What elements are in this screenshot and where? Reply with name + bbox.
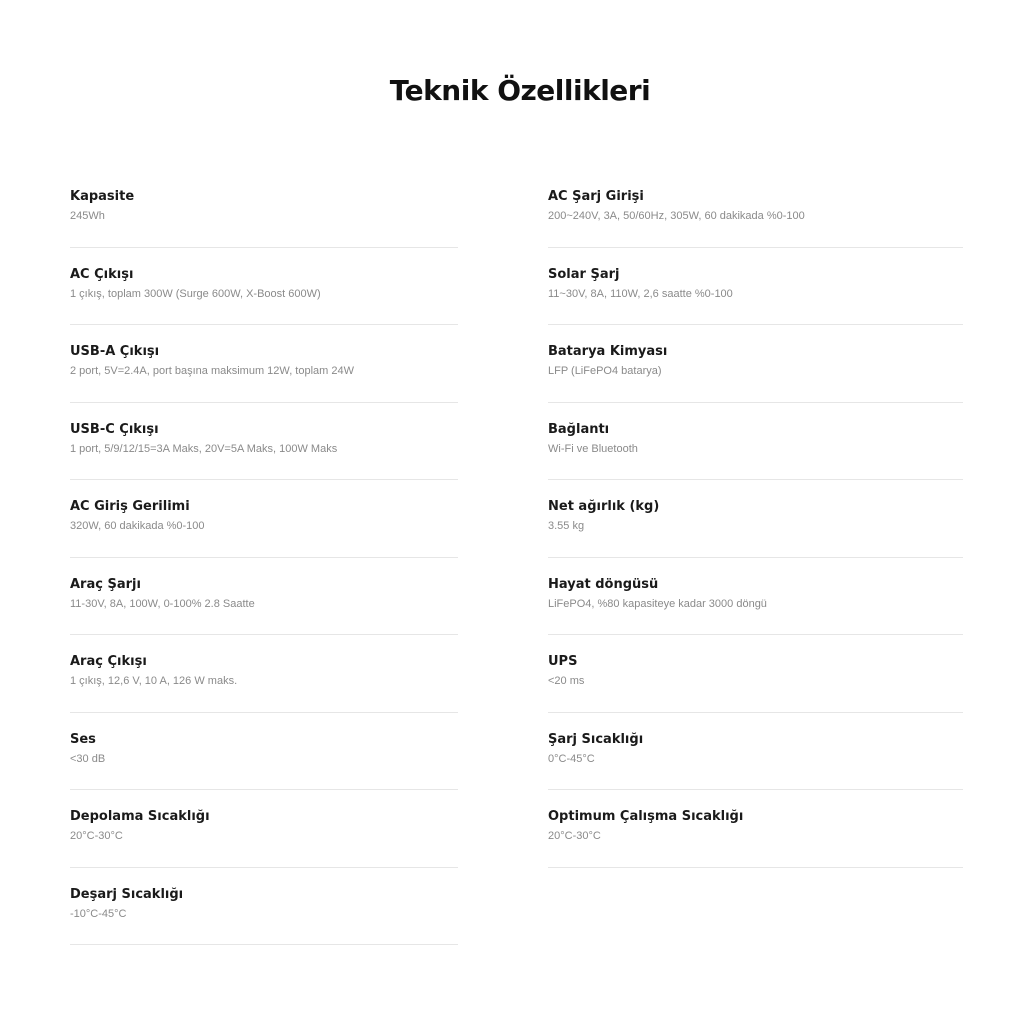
spec-value: 200~240V, 3A, 50/60Hz, 305W, 60 dakikada %0-100 [548, 210, 805, 222]
specs-column-left [70, 170, 458, 945]
spec-label: Şarj Sıcaklığı [548, 731, 644, 747]
spec-value: 11-30V, 8A, 100W, 0-100% 2.8 Saatte [70, 597, 255, 610]
spec-value: 2 port, 5V=2.4A, port başına maksimum 12W, toplam 24W [70, 365, 354, 377]
spec-item-arac-cikisi [70, 635, 458, 713]
spec-value: 1 port, 5/9/12/15=3A Maks, 20V=5A Maks, 100W Maks [70, 442, 338, 455]
spec-label: USB-A Çıkışı [70, 344, 160, 359]
spec-label: Solar Şarj [548, 266, 620, 282]
spec-item-solar-sarj [548, 248, 963, 326]
spec-label: Kapasite [70, 189, 135, 204]
spec-label: Hayat döngüsü [548, 576, 659, 592]
spec-item-ac-sarj-girisi [548, 170, 963, 248]
spec-item-ses [70, 713, 458, 791]
spec-label: Net ağırlık (kg) [548, 499, 660, 514]
spec-value: <20 ms [548, 675, 585, 687]
spec-item-usb-a-cikisi [70, 325, 458, 403]
spec-label: USB-C Çıkışı [70, 421, 159, 437]
spec-label: Optimum Çalışma Sıcaklığı [548, 809, 744, 824]
spec-item-ac-giris-gerilimi [70, 480, 458, 558]
spec-item-net-agirlik [548, 480, 963, 558]
spec-item-arac-sarji [70, 558, 458, 636]
spec-value: 245Wh [70, 210, 105, 222]
page-title: Teknik Özellikleri [389, 74, 651, 107]
spec-label: Depolama Sıcaklığı [70, 809, 210, 824]
spec-value: 3.55 kg [548, 520, 585, 532]
spec-label: Ses [70, 731, 96, 747]
spec-value: LiFePO4, %80 kapasiteye kadar 3000 döngü [548, 597, 767, 610]
spec-label: Bağlantı [548, 421, 610, 437]
spec-value: 320W, 60 dakikada %0-100 [70, 520, 205, 532]
spec-value: 20°C-30°C [548, 830, 601, 842]
spec-item-depolama-sicakligi [70, 790, 458, 868]
spec-label: Batarya Kimyası [548, 344, 668, 359]
spec-label: Araç Şarjı [70, 576, 141, 592]
spec-item-ups [548, 635, 963, 713]
spec-value: Wi-Fi ve Bluetooth [548, 442, 638, 455]
spec-label: Deşarj Sıcaklığı [70, 886, 184, 902]
spec-item-sarj-sicakligi [548, 713, 963, 791]
spec-value: 20°C-30°C [70, 830, 123, 842]
spec-item-desarj-sicakligi [70, 868, 458, 946]
spec-item-baglanti [548, 403, 963, 481]
specs-column-right [548, 170, 963, 868]
spec-item-batarya-kimyasi [548, 325, 963, 403]
spec-value: <30 dB [70, 752, 106, 765]
spec-item-kapasite [70, 170, 458, 248]
spec-label: Araç Çıkışı [70, 654, 147, 669]
spec-value: 0°C-45°C [548, 752, 595, 765]
spec-label: AC Giriş Gerilimi [70, 499, 190, 514]
spec-label: AC Şarj Girişi [548, 189, 644, 204]
spec-label: UPS [548, 654, 578, 669]
spec-item-hayat-dongusu [548, 558, 963, 636]
spec-item-ac-cikisi [70, 248, 458, 326]
spec-value: 11~30V, 8A, 110W, 2,6 saatte %0-100 [548, 287, 733, 300]
spec-item-usb-c-cikisi [70, 403, 458, 481]
spec-label: AC Çıkışı [70, 266, 134, 282]
spec-item-optimum-calisma-sicakligi [548, 790, 963, 868]
spec-value: 1 çıkış, toplam 300W (Surge 600W, X-Boost 600W) [70, 287, 321, 300]
spec-value: LFP (LiFePO4 batarya) [548, 365, 662, 377]
spec-value: 1 çıkış, 12,6 V, 10 A, 126 W maks. [70, 675, 238, 687]
spec-value: -10°C-45°C [70, 907, 127, 920]
